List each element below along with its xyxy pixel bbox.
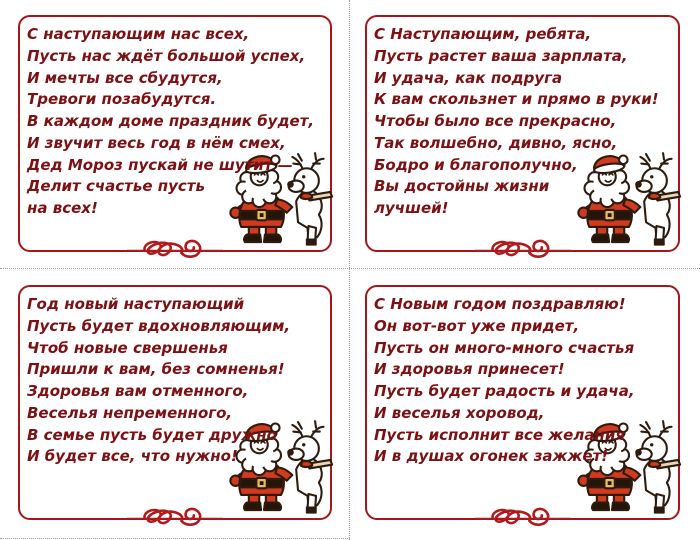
poem-line: на всех! [27,199,98,217]
poem-line: Здоровья вам отменного, [27,382,249,400]
bottom-cut-line [0,538,350,539]
poem-text [367,287,678,468]
poem-line: И удача, как подруга [374,68,563,87]
poem-line: В семье пусть будет дружно [27,425,277,444]
poem-line: Так волшебно, дивно, ясно, [374,133,618,152]
poem-line: Пусть будет вдохновляющим, [27,316,291,335]
greeting-card-bottom-right [365,285,680,520]
poem-line: Вы достойны жизни [374,177,550,196]
poem-line: Чтоб новые свершенья [27,338,228,357]
poem-line: Пусть он много-много счастья [374,338,635,357]
poem-line: лучшей! [374,199,449,217]
poem-line: И в душах огонек зажжет! [374,447,609,466]
greeting-card-bottom-left [18,285,332,520]
poem-line: К вам скользнет и прямо в руки! [374,90,659,109]
poem-line: Пусть будет радость и удача, [374,382,635,400]
vertical-cut-line [349,0,350,540]
poem-line: И звучит весь год в нём смех, [27,133,286,152]
poem-line: И будет все, что нужно! [27,447,238,466]
flourish-icon [475,236,571,265]
poem-line: И веселья хоровод, [374,403,545,422]
greeting-card-top-right [365,15,680,252]
poem-line: С Новым годом поздравляю! [374,295,626,313]
flourish-icon [127,504,223,533]
poem-line: Пусть нас ждёт большой успех, [27,46,306,65]
poem-text [20,287,330,468]
flourish-icon [127,236,223,265]
poem-line: Тревоги позабудутся. [27,90,217,109]
poem-line: Пришли к вам, без сомненья! [27,360,285,379]
poem-line: Чтобы было все прекрасно, [374,112,617,130]
poem-line: И мечты все сбудутся, [27,68,223,87]
flourish-icon [475,504,571,533]
poem-line: Пусть исполнит все желания [374,425,625,444]
greeting-card-top-left [18,15,332,252]
poem-line: И здоровья принесет! [374,360,565,379]
poem-line: Дед Мороз пускай не шутит — [27,155,293,174]
poem-line: Делит счастье пусть [27,177,205,196]
poem-line: Пусть растет ваша зарплата, [374,46,628,65]
poem-line: С Наступающим, ребята, [374,25,592,43]
poem-line: Он вот-вот уже придет, [374,316,580,335]
poem-line: Веселья непременного, [27,403,233,422]
horizontal-cut-line [0,268,700,269]
poem-line: Бодро и благополучно, [374,155,578,174]
poem-line: Год новый наступающий [27,295,245,313]
poem-line: С наступающим нас всех, [27,25,250,43]
poem-line: В каждом доме праздник будет, [27,112,315,130]
poem-text [367,17,678,220]
poem-text [20,17,330,220]
